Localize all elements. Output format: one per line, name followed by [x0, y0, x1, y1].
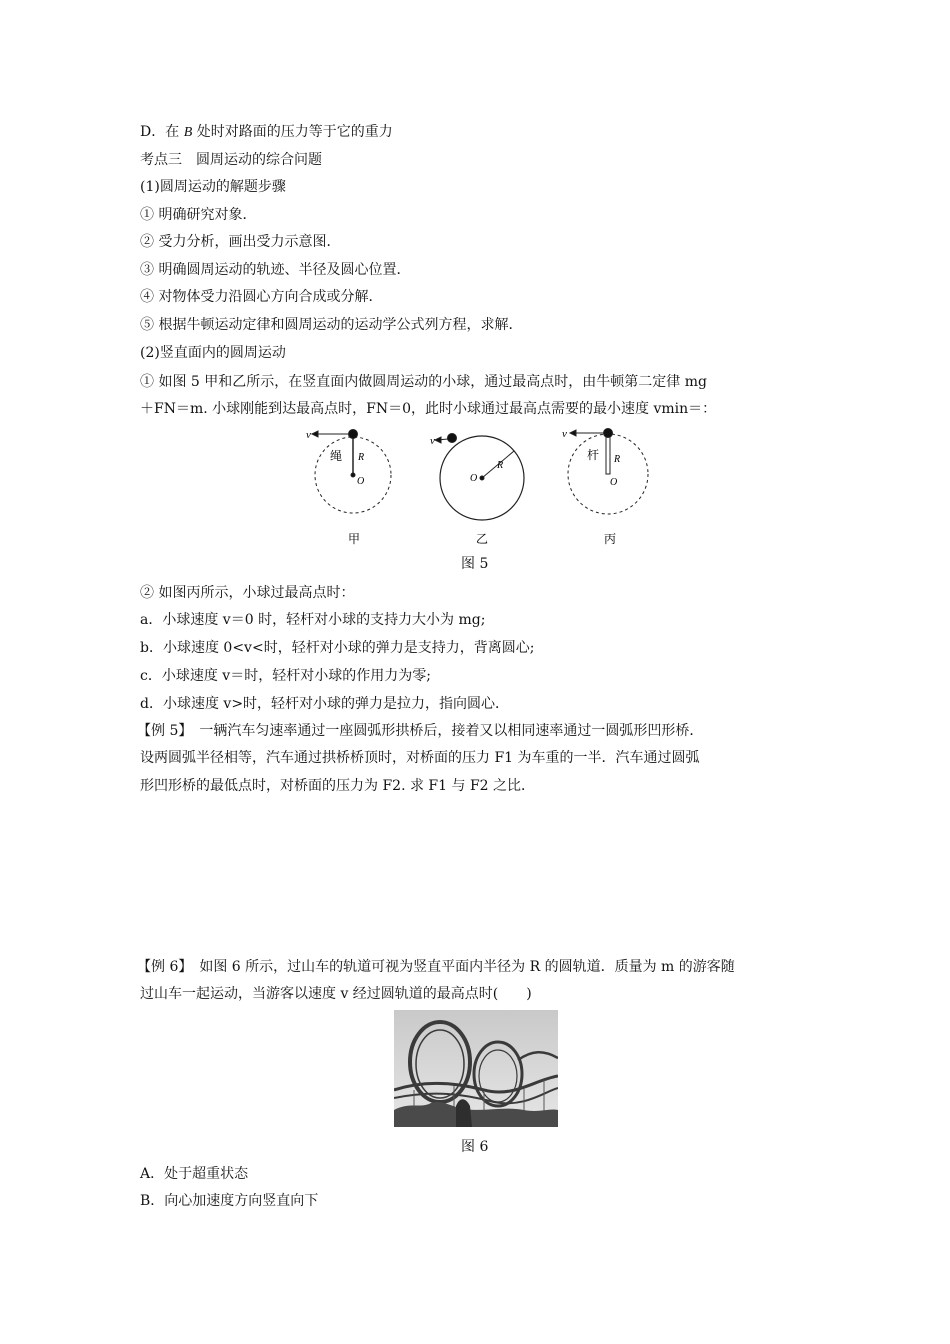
center-label: O [470, 473, 478, 484]
velocity-label: v [430, 435, 435, 447]
option-d: D．在 B 处时对路面的压力等于它的重力 [140, 124, 393, 140]
figure-5-caption: 图 5 [461, 556, 489, 572]
example-5-line-2: 设两圆弧半径相等，汽车通过拱桥桥顶时，对桥面的压力 F1 为车重的一半．汽车通过圆弧 [140, 750, 700, 766]
caption-bing: 丙 [604, 532, 617, 546]
figure-6-caption: 图 6 [461, 1139, 489, 1155]
step-2: ② 受力分析，画出受力示意图． [140, 234, 341, 250]
case-b: b．小球速度 0<v<时，轻杆对小球的弹力是支持力，背离圆心; [140, 640, 535, 656]
diagram-bing [568, 429, 648, 515]
diagram-yi [435, 434, 524, 521]
radius-label: R [497, 460, 504, 471]
paragraph-1-line-1: ① 如图 5 甲和乙所示，在竖直面内做圆周运动的小球，通过最高点时，由牛顿第二定律 mg [140, 374, 707, 390]
roller-coaster-photo [394, 1010, 558, 1127]
rod-label: 杆 [587, 448, 600, 462]
case-c: c．小球速度 v＝时，轻杆对小球的作用力为零; [140, 668, 431, 684]
diagram-jia [312, 430, 391, 514]
center-label: O [357, 476, 365, 487]
vertical-title: (2)竖直面内的圆周运动 [140, 345, 286, 361]
radius-label: R [614, 454, 621, 465]
example-5-line-1: 【例 5】 一辆汽车匀速率通过一座圆弧形拱桥后，接着又以相同速率通过一圆弧形凹形桥． [137, 723, 704, 739]
example-6-line-2: 过山车一起运动，当游客以速度 v 经过圆轨道的最高点时( ) [140, 986, 532, 1002]
step-5: ⑤ 根据牛顿运动定律和圆周运动的运动学公式列方程，求解． [140, 317, 523, 333]
step-1: ① 明确研究对象． [140, 207, 257, 223]
step-title: (1)圆周运动的解题步骤 [140, 179, 286, 195]
option-a: A．处于超重状态 [140, 1166, 249, 1182]
paragraph-1-line-2: ＋FN＝m. 小球刚能到达最高点时，FN＝0，此时小球通过最高点需要的最小速度 vmin＝： [140, 401, 717, 417]
step-4: ④ 对物体受力沿圆心方向合成或分解． [140, 289, 383, 305]
velocity-label: v [306, 429, 311, 441]
center-label: O [610, 477, 618, 488]
step-3: ③ 明确圆周运动的轨迹、半径及圆心位置． [140, 262, 411, 278]
caption-yi: 乙 [476, 532, 489, 546]
example-6-line-1: 【例 6】 如图 6 所示，过山车的轨道可视为竖直平面内半径为 R 的圆轨道．质量为 m 的游客随 [137, 959, 735, 975]
case-a: a．小球速度 v＝0 时，轻杆对小球的支持力大小为 mg; [140, 612, 486, 628]
radius-label: R [358, 452, 365, 463]
figure-5-diagram [300, 422, 670, 550]
option-b: B．向心加速度方向竖直向下 [140, 1193, 319, 1209]
case-d: d．小球速度 v>时，轻杆对小球的弹力是拉力，指向圆心． [140, 696, 510, 712]
section-heading: 考点三 圆周运动的综合问题 [140, 152, 322, 168]
paragraph-2: ② 如图丙所示，小球过最高点时： [140, 585, 355, 601]
velocity-label: v [562, 428, 567, 440]
rope-label: 绳 [330, 449, 343, 463]
caption-jia: 甲 [348, 532, 361, 546]
example-5-line-3: 形凹形桥的最低点时，对桥面的压力为 F2. 求 F1 与 F2 之比． [140, 778, 536, 794]
